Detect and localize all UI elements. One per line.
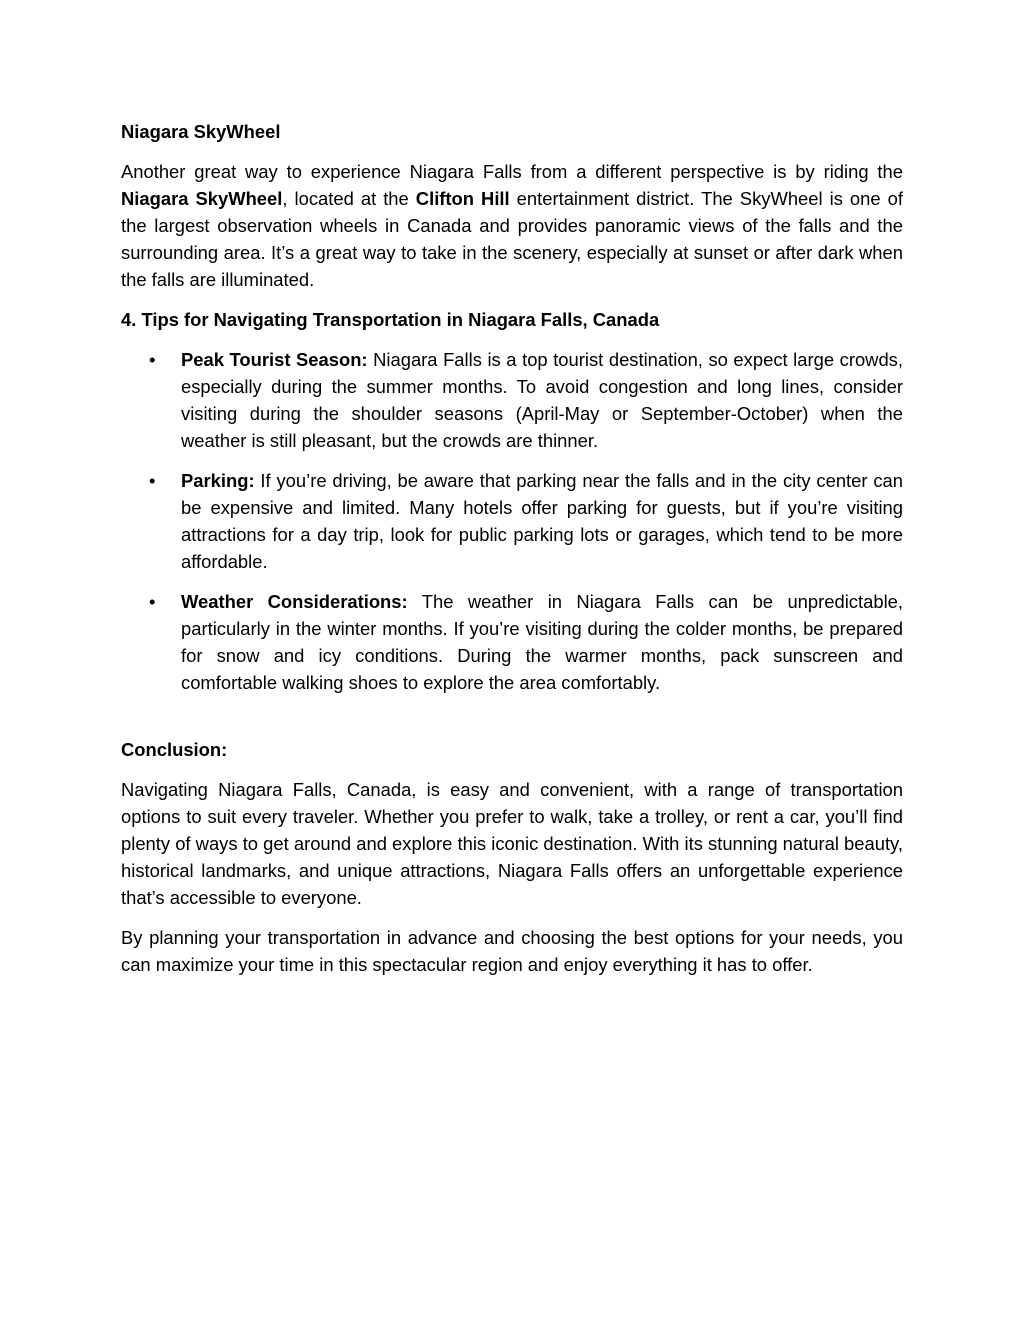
text-run: entertainment district. The SkyWheel is one of the largest observation wheels in Canada and provides panoramic views of the falls and the surrounding area. It’s a great way to take in the scenery, especially at sunset or after dark when the falls are illuminated. (121, 188, 903, 290)
paragraph-skywheel (121, 158, 903, 293)
bullet-icon: • (149, 591, 156, 612)
list-item-text: If you’re driving, be aware that parking near the falls and in the city center can be expensive and limited. Many hotels offer parking for guests, but if you’re visiting attractions for a day trip, look for public parking lots or garages, which tend to be more affordable. (181, 470, 903, 572)
text-run: , located at the (282, 188, 416, 209)
section-heading-conclusion: Conclusion: (121, 739, 228, 760)
bullet-icon: • (149, 349, 156, 370)
list-item (121, 346, 903, 454)
spacer (121, 709, 903, 736)
paragraph-conclusion-2: By planning your transportation in advance and choosing the best options for your needs, you can maximize your time in this spectacular region and enjoy everything it has to offer. (121, 927, 903, 975)
list-item (121, 467, 903, 575)
bold-term-clifton-hill: Clifton Hill (415, 188, 510, 209)
section-heading-skywheel: Niagara SkyWheel (121, 121, 281, 142)
list-item-text: Niagara Falls is a top tourist destination, so expect large crowds, especially during the summer months. To avoid congestion and long lines, consider visiting during the shoulder seasons (April-May or September-October) when the weather is still pleasant, but the crowds are thinner. (181, 349, 903, 451)
tips-list (121, 346, 903, 696)
list-item-label: Parking: (181, 470, 255, 491)
text-run: Another great way to experience Niagara Falls from a different perspective is by riding the (121, 161, 903, 182)
bold-term-skywheel: Niagara SkyWheel (121, 188, 283, 209)
section-heading-tips: 4. Tips for Navigating Transportation in Niagara Falls, Canada (121, 309, 660, 330)
list-item-text: The weather in Niagara Falls can be unpredictable, particularly in the winter months. If you’re visiting during the colder months, be prepared for snow and icy conditions. During the warmer months, pack sunscreen and comfortable walking shoes to explore the area comfortably. (181, 591, 903, 693)
document-page (121, 118, 903, 978)
paragraph-conclusion-1: Navigating Niagara Falls, Canada, is easy and convenient, with a range of transportation options to suit every traveler. Whether you prefer to walk, take a trolley, or rent a car, you’ll find plenty of ways to get around and explore this iconic destination. With its stunning natural beauty, historical landmarks, and unique attractions, Niagara Falls offers an unforgettable experience that’s accessible to everyone. (121, 779, 903, 908)
list-item-label: Peak Tourist Season: (181, 349, 368, 370)
list-item-label: Weather Considerations: (181, 591, 408, 612)
list-item (121, 588, 903, 696)
bullet-icon: • (149, 470, 156, 491)
